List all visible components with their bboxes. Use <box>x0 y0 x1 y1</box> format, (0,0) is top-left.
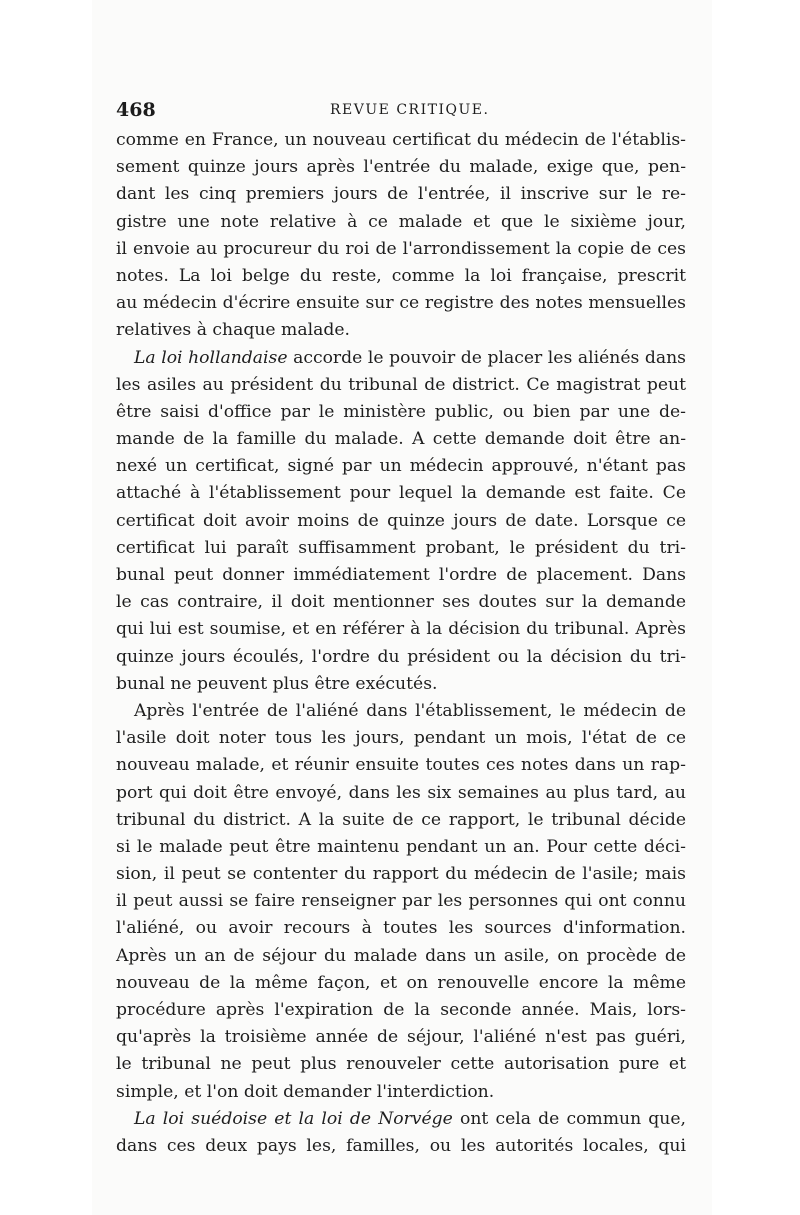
text-line <box>116 1024 686 1051</box>
text-line <box>116 508 686 535</box>
text-segment: Après un an de séjour du malade dans un asile, on procède de <box>116 945 686 966</box>
text-segment: dant les cinq premiers jours de l'entrée, il inscrive sur le re- <box>116 184 686 205</box>
text-line <box>116 181 686 208</box>
text-line <box>116 671 686 698</box>
text-segment: il envoie au procureur du roi de l'arrondissement la copie de ces <box>116 238 686 259</box>
text-segment: simple, et l'on doit demander l'interdiction. <box>116 1081 495 1102</box>
running-title: REVUE CRITIQUE. <box>330 102 490 118</box>
text-line <box>116 807 686 834</box>
text-segment: le tribunal ne peut plus renouveler cette autorisation pure et <box>116 1054 686 1075</box>
text-segment: sement quinze jours après l'entrée du malade, exige que, pen- <box>116 157 686 178</box>
text-line <box>116 915 686 942</box>
text-line <box>116 317 686 344</box>
text-line <box>116 698 686 725</box>
text-segment: les asiles au président du tribunal de district. Ce magistrat peut <box>116 374 686 395</box>
text-line <box>116 290 686 317</box>
text-segment: sion, il peut se contenter du rapport du médecin de l'asile; mais <box>116 864 686 885</box>
text-line <box>116 1133 686 1160</box>
text-segment: tribunal du district. A la suite de ce rapport, le tribunal décide <box>116 809 686 830</box>
text-segment: bunal ne peuvent plus être exécutés. <box>116 673 438 694</box>
text-segment: au médecin d'écrire ensuite sur ce registre des notes mensuelles <box>116 293 686 314</box>
text-line <box>116 644 686 671</box>
text-line <box>116 997 686 1024</box>
text-segment: le cas contraire, il doit mentionner ses doutes sur la demande <box>116 592 686 613</box>
page-header <box>116 99 686 123</box>
text-line <box>116 1106 686 1133</box>
text-segment: qui lui est soumise, et en référer à la décision du tribunal. Après <box>116 619 686 640</box>
text-line <box>116 943 686 970</box>
text-line <box>116 861 686 888</box>
text-line <box>116 1051 686 1078</box>
body-text <box>116 127 686 1160</box>
text-line <box>116 1079 686 1106</box>
text-segment: quinze jours écoulés, l'ordre du président ou la décision du tri- <box>116 646 686 667</box>
text-segment: nexé un certificat, signé par un médecin approuvé, n'étant pas <box>116 456 686 477</box>
text-segment: nouveau malade, et réunir ensuite toutes ces notes dans un rap- <box>116 755 686 776</box>
text-line <box>116 589 686 616</box>
text-line <box>116 752 686 779</box>
text-segment: Après l'entrée de l'aliéné dans l'établissement, le médecin de <box>134 700 686 721</box>
italic-text: La loi suédoise et la loi de Norvége <box>134 1108 453 1129</box>
italic-text: La loi hollandaise <box>134 347 288 368</box>
text-segment: qu'après la troisième année de séjour, l'aliéné n'est pas guéri, <box>116 1027 686 1048</box>
text-segment: accorde le pouvoir de placer les aliénés dans <box>287 347 686 368</box>
text-segment: il peut aussi se faire renseigner par les personnes qui ont connu <box>116 891 686 912</box>
text-line <box>116 535 686 562</box>
text-line <box>116 345 686 372</box>
text-line <box>116 426 686 453</box>
text-line <box>116 263 686 290</box>
text-line <box>116 480 686 507</box>
text-segment: mande de la famille du malade. A cette demande doit être an- <box>116 429 686 450</box>
text-line <box>116 780 686 807</box>
text-segment: comme en France, un nouveau certificat du médecin de l'établis- <box>116 130 686 150</box>
text-line <box>116 562 686 589</box>
text-line <box>116 834 686 861</box>
text-segment: ont cela de commun que, <box>452 1108 686 1129</box>
text-segment: être saisi d'office par le ministère public, ou bien par une de- <box>116 401 686 422</box>
text-segment: gistre une note relative à ce malade et que le sixième jour, <box>116 211 686 232</box>
text-segment: port qui doit être envoyé, dans les six semaines au plus tard, au <box>116 782 686 803</box>
text-line <box>116 888 686 915</box>
text-line <box>116 154 686 181</box>
text-segment: si le malade peut être maintenu pendant un an. Pour cette déci- <box>116 836 686 857</box>
text-segment: procédure après l'expiration de la seconde année. Mais, lors- <box>116 1000 686 1020</box>
text-segment: bunal peut donner immédiatement l'ordre de placement. Dans <box>116 565 686 585</box>
text-segment: relatives à chaque malade. <box>116 320 350 341</box>
text-line <box>116 372 686 399</box>
text-segment: l'asile doit noter tous les jours, pendant un mois, l'état de ce <box>116 728 686 749</box>
text-line <box>116 453 686 480</box>
text-segment: certificat lui paraît suffisamment probant, le président du tri- <box>116 537 686 558</box>
text-segment: notes. La loi belge du reste, comme la loi française, prescrit <box>116 265 686 286</box>
text-segment: dans ces deux pays les, familles, ou les autorités locales, qui <box>116 1135 686 1156</box>
text-line <box>116 725 686 752</box>
text-segment: l'aliéné, ou avoir recours à toutes les sources d'information. <box>116 918 686 939</box>
page-number: 468 <box>116 99 156 121</box>
text-segment: nouveau de la même façon, et on renouvelle encore la même <box>116 972 686 993</box>
text-segment: certificat doit avoir moins de quinze jours de date. Lorsque ce <box>116 510 686 531</box>
text-line <box>116 209 686 236</box>
text-line <box>116 970 686 997</box>
text-line <box>116 399 686 426</box>
text-line <box>116 236 686 263</box>
text-line <box>116 127 686 154</box>
text-segment: attaché à l'établissement pour lequel la demande est faite. Ce <box>116 483 686 504</box>
text-line <box>116 616 686 643</box>
